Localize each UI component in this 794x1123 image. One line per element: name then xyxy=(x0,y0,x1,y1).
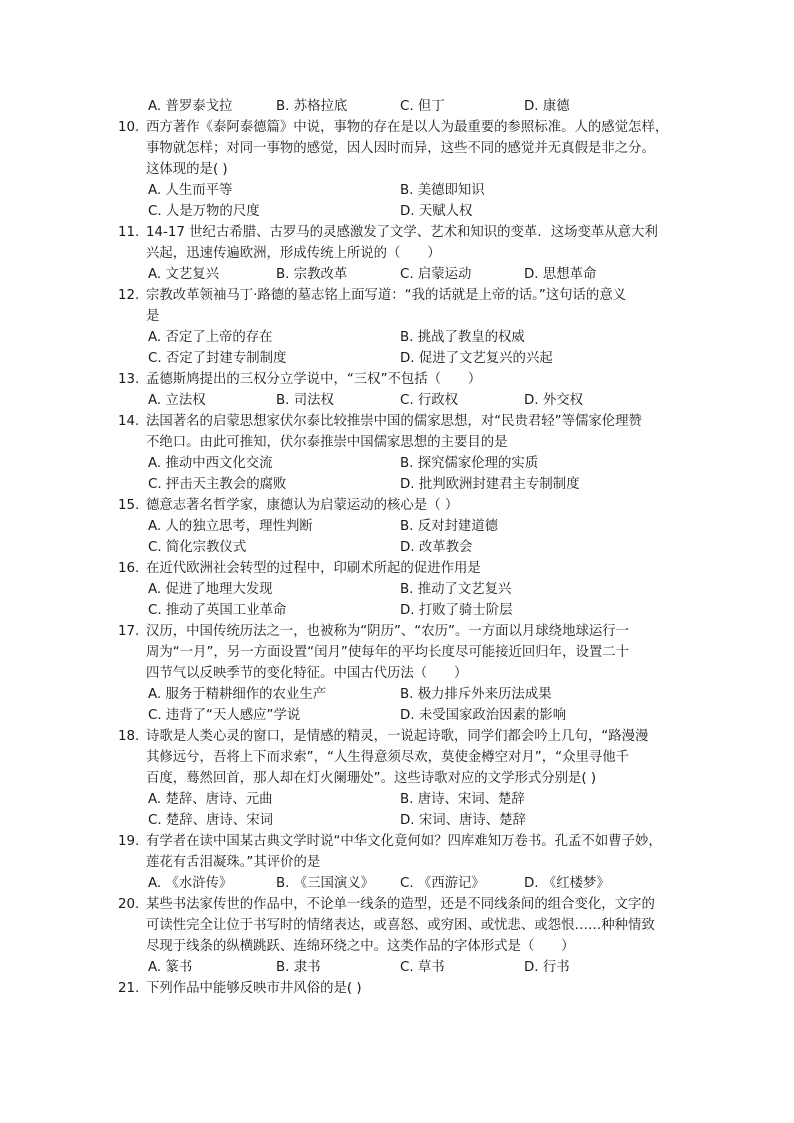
option-c: C. 抨击天主教会的腐败 xyxy=(148,477,287,492)
option-c: C. 行政权 xyxy=(400,393,459,408)
question-stem-line: 百度，蓦然回首，那人却在灯火阑珊处”。这些诗歌对应的文学形式分别是( ) xyxy=(146,771,597,786)
question-stem-line: 尽现于线条的纵横跳跃、连绵环绕之中。这类作品的字体形式是（ ） xyxy=(146,939,575,954)
option-a: A. 否定了上帝的存在 xyxy=(148,330,273,345)
option-b: B. 唐诗、宋词、楚辞 xyxy=(400,792,525,807)
option-d: D. 思想革命 xyxy=(524,267,597,282)
question-stem-line: 这体现的是( ) xyxy=(146,162,228,177)
option-b: B. 《三国演义》 xyxy=(276,876,375,891)
question-stem-line: 西方著作《泰阿泰德篇》中说，事物的存在是以人为最重要的参照标准。人的感觉怎样， xyxy=(146,120,669,135)
option-d: D. 《红楼梦》 xyxy=(524,876,610,891)
question-number: 14. xyxy=(118,414,140,429)
option-c: C. 草书 xyxy=(400,960,445,975)
question-stem-line: 在近代欧洲社会转型的过程中，印刷术所起的促进作用是 xyxy=(146,561,481,576)
option-b: B. 苏格拉底 xyxy=(276,99,348,114)
option-a: A. 楚辞、唐诗、元曲 xyxy=(148,792,273,807)
option-c: C. 《西游记》 xyxy=(400,876,485,891)
option-d: D. 批判欧洲封建君主专制制度 xyxy=(400,477,580,492)
question-number: 21. xyxy=(118,981,140,996)
question-number: 11. xyxy=(118,225,140,240)
question-number: 17. xyxy=(118,624,140,639)
question-stem-line: 莲花有舌泪凝珠。”其评价的是 xyxy=(146,855,321,870)
question-stem-line: 汉历，中国传统历法之一，也被称为“阴历”、“农历”。一方面以月球绕地球运行一 xyxy=(146,624,630,639)
option-c: C. 人是万物的尺度 xyxy=(148,204,260,219)
option-d: D. 天赋人权 xyxy=(400,204,473,219)
question-stem-line: 有学者在读中国某古典文学时说“中华文化竟何如？四库难知万卷书。孔孟不如曹子妙， xyxy=(146,834,662,849)
option-a: A. 服务于精耕细作的农业生产 xyxy=(148,687,327,702)
option-c: C. 但丁 xyxy=(400,99,445,114)
question-stem-line: 孟德斯鸠提出的三权分立学说中，“三权”不包括（ ） xyxy=(146,372,482,387)
question-stem-line: 宗教改革领袖马丁·路德的墓志铭上面写道：“我的话就是上帝的话。”这句话的意义 xyxy=(146,288,627,303)
question-stem-line: 兴起，迅速传遍欧洲，形成传统上所说的（ ） xyxy=(146,246,441,261)
option-d: D. 未受国家政治因素的影响 xyxy=(400,708,567,723)
question-number: 18. xyxy=(118,729,140,744)
option-c: C. 楚辞、唐诗、宋词 xyxy=(148,813,273,828)
option-a: A. 人的独立思考，理性判断 xyxy=(148,519,313,534)
option-b: B. 挑战了教皇的权威 xyxy=(400,330,525,345)
option-b: B. 美德即知识 xyxy=(400,183,485,198)
option-d: D. 宋词、唐诗、楚辞 xyxy=(400,813,526,828)
question-stem-line: 事物就怎样；对同一事物的感觉，因人因时而异，这些不同的感觉并无真假是非之分。 xyxy=(146,141,655,156)
option-b: B. 隶书 xyxy=(276,960,321,975)
question-stem-line: 其修远兮，吾将上下而求索”，“人生得意须尽欢，莫使金樽空对月”，“众里寻他千 xyxy=(146,750,630,765)
option-a: A. 《水浒传》 xyxy=(148,876,233,891)
option-d: D. 打败了骑士阶层 xyxy=(400,603,513,618)
option-b: B. 司法权 xyxy=(276,393,334,408)
option-d: D. 外交权 xyxy=(524,393,583,408)
option-a: A. 立法权 xyxy=(148,393,206,408)
question-number: 13. xyxy=(118,372,140,387)
question-number: 19. xyxy=(118,834,140,849)
option-a: A. 篆书 xyxy=(148,960,193,975)
option-c: C. 简化宗教仪式 xyxy=(148,540,247,555)
option-a: A. 推动中西文化交流 xyxy=(148,456,273,471)
option-d: D. 促进了文艺复兴的兴起 xyxy=(400,351,553,366)
option-c: C. 推动了英国工业革命 xyxy=(148,603,287,618)
option-b: B. 探究儒家伦理的实质 xyxy=(400,456,539,471)
option-d: D. 改革教会 xyxy=(400,540,473,555)
question-stem-line: 是 xyxy=(146,309,160,324)
option-c: C. 否定了封建专制制度 xyxy=(148,351,287,366)
question-number: 12. xyxy=(118,288,140,303)
option-c: C. 违背了“天人感应”学说 xyxy=(148,708,301,723)
question-number: 15. xyxy=(118,498,140,513)
question-stem-line: 周为“一月”，另一方面设置“闰月”使每年的平均长度尽可能接近回归年，设置二十 xyxy=(146,645,630,660)
question-stem-line: 可读性完全让位于书写时的情绪表达，或喜怒、或穷困、或忧悲、或怨恨……种种情致 xyxy=(146,918,655,933)
question-stem-line: 四节气以反映季节的变化特征。中国古代历法（ ） xyxy=(146,666,468,681)
question-stem-line: 德意志著名哲学家，康德认为启蒙运动的核心是（ ） xyxy=(146,498,459,513)
question-stem-line: 14-17 世纪古希腊、古罗马的灵感激发了文学、艺术和知识的变革．这场变革从意大利 xyxy=(146,225,658,240)
question-number: 10. xyxy=(118,120,140,135)
option-a: A. 促进了地理大发现 xyxy=(148,582,273,597)
option-d: D. 康德 xyxy=(524,99,570,114)
option-b: B. 推动了文艺复兴 xyxy=(400,582,512,597)
question-stem-line: 不绝口。由此可推知，伏尔泰推崇中国儒家思想的主要目的是 xyxy=(146,435,508,450)
question-stem-line: 诗歌是人类心灵的窗口，是情感的精灵，一说起诗歌，同学们都会吟上几句，“路漫漫 xyxy=(146,729,649,744)
question-number: 16. xyxy=(118,561,140,576)
option-d: D. 行书 xyxy=(524,960,570,975)
option-b: B. 反对封建道德 xyxy=(400,519,499,534)
question-number: 20. xyxy=(118,897,140,912)
question-stem-line: 某些书法家传世的作品中，不论单一线条的造型，还是不同线条间的组合变化，文字的 xyxy=(146,897,655,912)
option-b: B. 宗教改革 xyxy=(276,267,348,282)
option-a: A. 人生而平等 xyxy=(148,183,233,198)
option-a: A. 普罗泰戈拉 xyxy=(148,99,233,114)
option-a: A. 文艺复兴 xyxy=(148,267,219,282)
option-c: C. 启蒙运动 xyxy=(400,267,472,282)
question-stem-line: 下列作品中能够反映市井风俗的是( ) xyxy=(146,981,362,996)
option-b: B. 极力排斥外来历法成果 xyxy=(400,687,552,702)
question-stem-line: 法国著名的启蒙思想家伏尔泰比较推崇中国的儒家思想，对“民贵君轻”等儒家伦理赞 xyxy=(146,414,642,429)
